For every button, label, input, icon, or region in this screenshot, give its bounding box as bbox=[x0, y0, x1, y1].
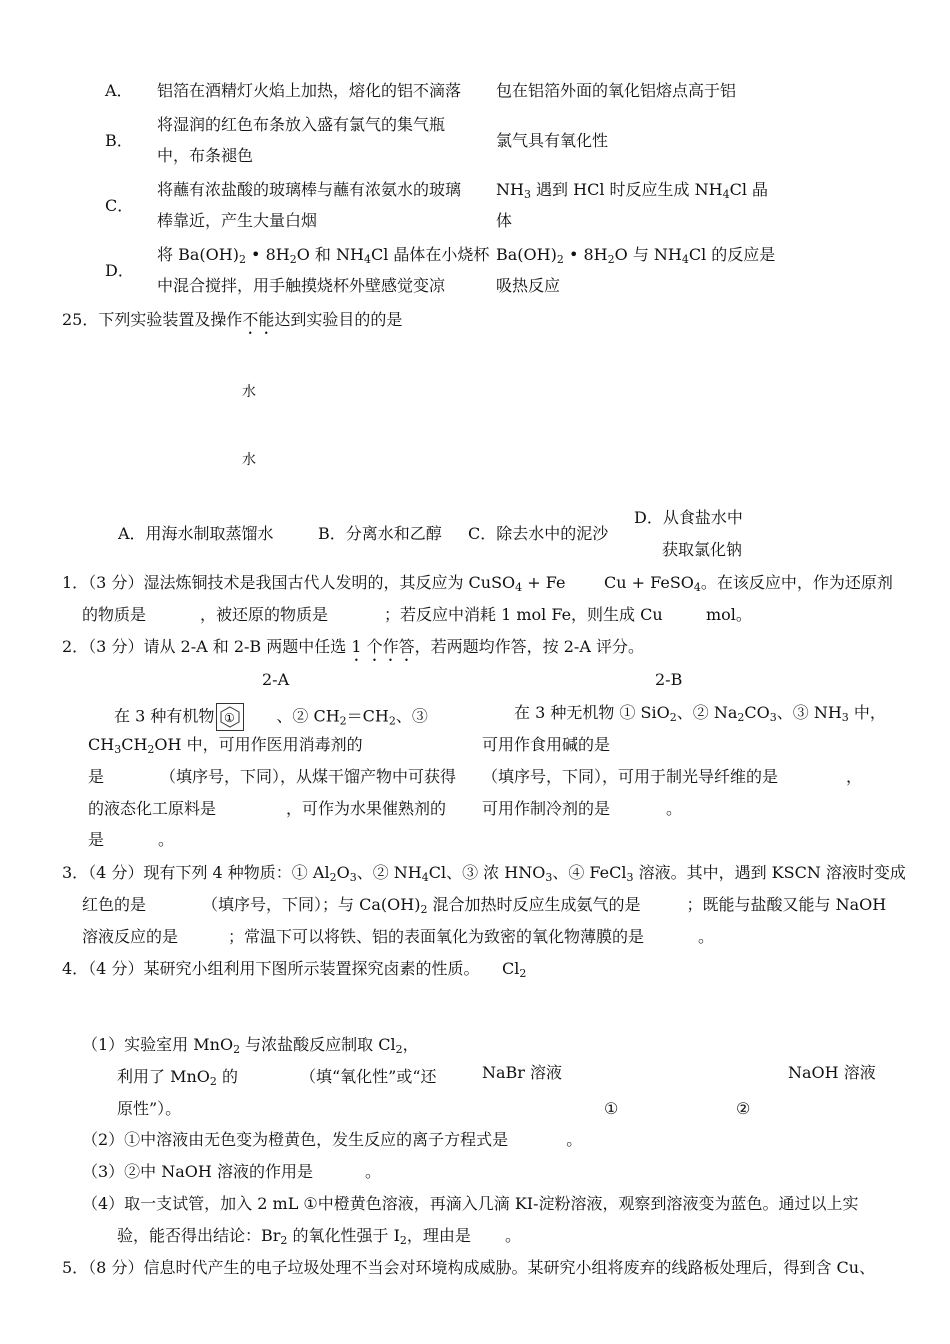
benzene-icon bbox=[216, 703, 244, 731]
q2a-line5: 是 bbox=[88, 830, 105, 849]
q2b-line2: 可用作食用碱的是 bbox=[482, 735, 611, 754]
question-1-line1: 1．（3 分）湿法炼铜技术是我国古代人发明的，其反应为 CuSO$_4$ + Fe bbox=[62, 573, 566, 594]
row-d-operation-line2: 中混合搅拌，用手触摸烧杯外壁感觉变凉 bbox=[157, 276, 446, 295]
label-water-2: 水 bbox=[242, 452, 256, 468]
row-b-operation-line2: 中，布条褪色 bbox=[157, 146, 254, 165]
row-c-conclusion-line1: $NH_3$ 遇到 HCl 时反应生成 $NH_4Cl$ 晶 bbox=[496, 180, 769, 201]
option-25-c: C．除去水中的泥沙 bbox=[468, 524, 609, 543]
question-2-intro: 2．（3 分）请从 2-A 和 2-B 两题中任选 1 个作答，若两题均作答，按 2-A 评分。 bbox=[62, 637, 644, 656]
row-a-conclusion: 包在铝箔外面的氧化铝熔点高于铝 bbox=[496, 81, 737, 100]
q4-part1-line3: 原性”）。 bbox=[117, 1099, 182, 1118]
question-1-line2-c: ；若反应中消耗 1 mol Fe，则生成 Cu bbox=[384, 605, 663, 624]
row-b-operation-line1: 将湿润的红色布条放入盛有氯气的集气瓶 bbox=[157, 115, 446, 134]
option-25-d-line1: D．从食盐水中 bbox=[634, 508, 743, 527]
heading-2b: 2-B bbox=[655, 670, 683, 689]
question-3-line1: 3．（4 分）现有下列 4 种物质：① $Al_2O_3$、② $NH_4Cl$、③ 浓 $HNO_3$、④ FeCl$_3$ 溶液。其中，遇到 KSCN 溶液时变成 bbox=[62, 863, 906, 884]
option-25-d-line2: 获取氯化钠 bbox=[662, 540, 743, 559]
row-d-letter: D． bbox=[105, 261, 134, 280]
row-d-conclusion-line1: $Ba(OH)_2$ • $8H_2O$ 与 $NH_4Cl$ 的反应是 bbox=[496, 245, 776, 266]
q2b-line4-b: 。 bbox=[666, 799, 683, 818]
q2a-line2: $CH_3CH_2OH$ 中，可用作医用消毒剂的 bbox=[88, 735, 363, 756]
label-naoh-solution: NaOH 溶液 bbox=[788, 1063, 876, 1082]
q2b-line4-a: 可用作制冷剂的是 bbox=[482, 799, 611, 818]
q4-part3: （3）②中 NaOH 溶液的作用是 。 bbox=[82, 1162, 381, 1181]
q2a-line4-a: 的液态化工原料是 bbox=[88, 799, 217, 818]
row-b-conclusion: 氯气具有氧化性 bbox=[496, 131, 609, 150]
question-1-line2-d: mol。 bbox=[706, 605, 752, 624]
row-c-letter: C． bbox=[105, 196, 134, 215]
q2a-line4-b: ，可作为水果催熟剂的 bbox=[286, 799, 447, 818]
question-5-line1: 5．（8 分）信息时代产生的电子垃圾处理不当会对环境构成威胁。某研究小组将废弃的线路板处理后，得到含 Cu、 bbox=[62, 1258, 876, 1277]
question-1-line2-a: 的物质是 bbox=[82, 605, 147, 624]
row-c-conclusion-line2: 体 bbox=[496, 211, 513, 230]
q4-part2: （2）①中溶液由无色变为橙黄色，发生反应的离子方程式是 。 bbox=[82, 1130, 583, 1149]
row-a-letter: A． bbox=[105, 81, 133, 100]
question-25: 25．下列实验装置及操作不能达到实验目的的是 bbox=[62, 310, 403, 329]
q2a-line3-a: 是 bbox=[88, 767, 105, 786]
question-1-line2-b: ，被还原的物质是 bbox=[200, 605, 329, 624]
row-b-letter: B． bbox=[105, 131, 133, 150]
label-cl2: $Cl_2$ bbox=[502, 959, 527, 980]
q4-part1-line2: 利用了 MnO$_2$ 的 （填“氧化性”或“还 bbox=[117, 1067, 437, 1088]
row-d-operation-line1: 将 $Ba(OH)_2$ • $8H_2O$ 和 $NH_4Cl$ 晶体在小烧杯 bbox=[157, 245, 490, 266]
question-1-line1-right: Cu + FeSO$_4$。在该反应中，作为还原剂 bbox=[604, 573, 893, 594]
question-3-line3: 溶液反应的是 ；常温下可以将铁、铝的表面氧化为致密的氧化物薄膜的是 。 bbox=[82, 927, 715, 946]
q2a-line1: 在 3 种有机物 ① 、② $CH_2=CH_2$、③ bbox=[114, 703, 428, 731]
row-a-operation: 铝箔在酒精灯火焰上加热，熔化的铝不滴落 bbox=[157, 81, 462, 100]
label-circle-2: ② bbox=[736, 1099, 751, 1118]
question-4-intro: 4．（4 分）某研究小组利用下图所示装置探究卤素的性质。 bbox=[62, 959, 480, 978]
label-nabr-solution: NaBr 溶液 bbox=[482, 1063, 563, 1082]
label-water-1: 水 bbox=[242, 384, 256, 400]
q2b-line3-b: ， bbox=[846, 767, 863, 786]
q2b-line1: 在 3 种无机物 ① SiO$_2$、② $Na_2CO_3$、③ $NH_3$ 中， bbox=[514, 703, 886, 724]
option-25-a: A．用海水制取蒸馏水 bbox=[118, 524, 274, 543]
svg-text:①: ① bbox=[224, 711, 236, 725]
q4-part4-line2: 验，能否得出结论：$Br_2$ 的氧化性强于 $I_2$，理由是 。 bbox=[117, 1226, 521, 1247]
q2b-line3-a: （填序号，下同），可用于制光导纤维的是 bbox=[482, 767, 779, 786]
q4-part1-line1: （1）实验室用 MnO$_2$ 与浓盐酸反应制取 $Cl_2$， bbox=[82, 1035, 419, 1056]
row-d-conclusion-line2: 吸热反应 bbox=[496, 276, 561, 295]
q2a-line3-b: （填序号，下同），从煤干馏产物中可获得 bbox=[160, 767, 457, 786]
row-c-operation-line2: 棒靠近，产生大量白烟 bbox=[157, 211, 318, 230]
row-c-operation-line1: 将蘸有浓盐酸的玻璃棒与蘸有浓氨水的玻璃 bbox=[157, 180, 462, 199]
label-circle-1: ① bbox=[604, 1099, 619, 1118]
heading-2a: 2-A bbox=[262, 670, 290, 689]
question-3-line2: 红色的是 （填序号，下同）；与 $Ca(OH)_2$ 混合加热时反应生成氨气的是 ；既能与盐酸又能与 NaOH bbox=[82, 895, 887, 916]
option-25-b: B．分离水和乙醇 bbox=[318, 524, 442, 543]
q2a-line5-end: 。 bbox=[158, 830, 175, 849]
q4-part4-line1: （4）取一支试管，加入 2 mL ①中橙黄色溶液，再滴入几滴 KI-淀粉溶液，观察到溶液变为蓝色。通过以上实 bbox=[82, 1194, 859, 1213]
